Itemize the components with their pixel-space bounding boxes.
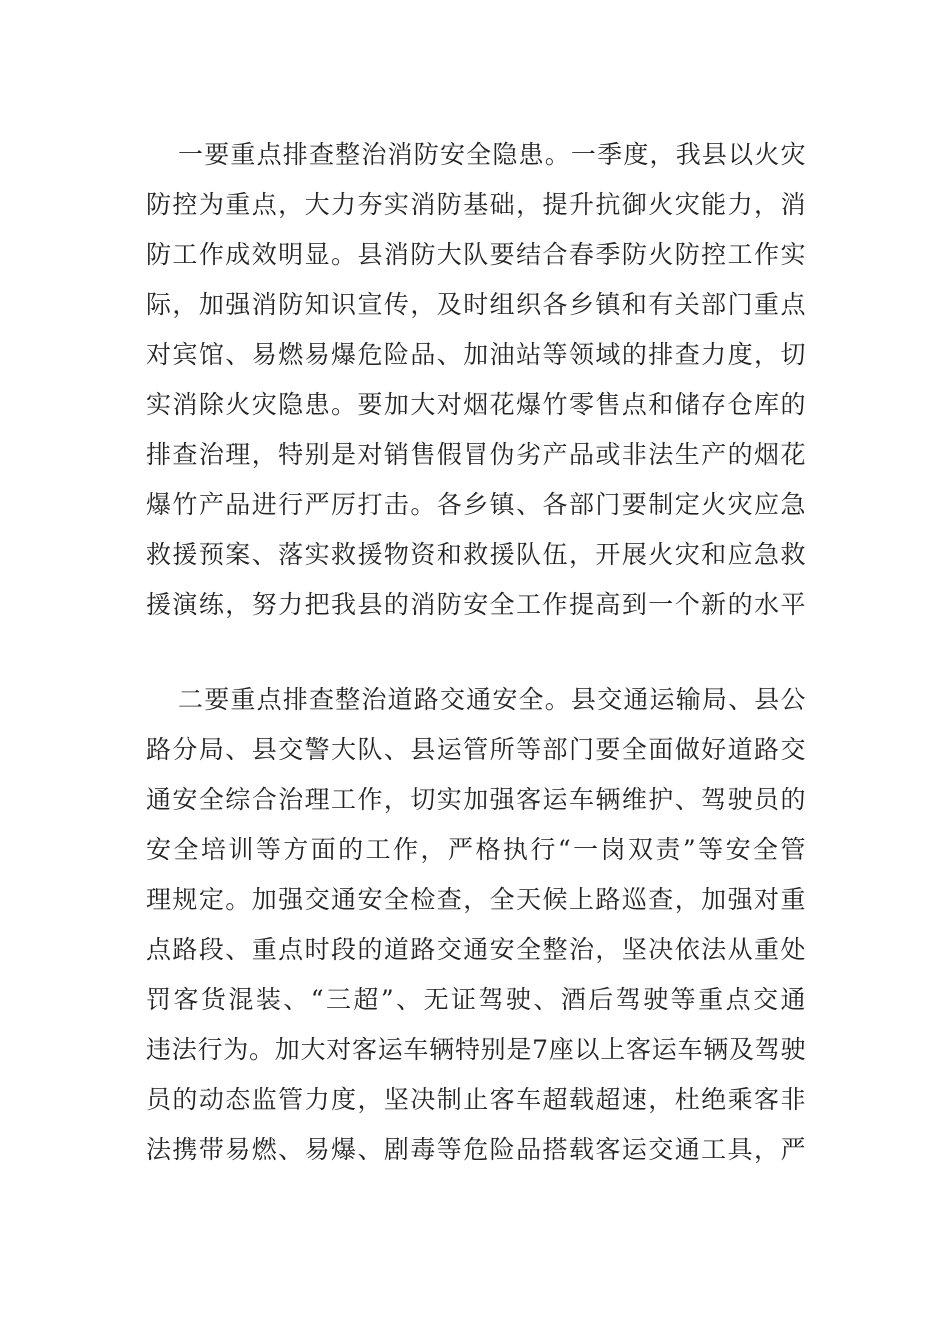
text-line: 理规定。加强交通安全检查，全天候上路巡查，加强对重 (146, 885, 806, 914)
text-line: 救援预案、落实救援物资和救援队伍，开展火灾和应急救 (146, 540, 806, 569)
text-line: 违法行为。加大对客运车辆特别是7座以上客运车辆及驾驶 (146, 1035, 806, 1064)
text-line: 员的动态监管力度，坚决制止客车超载超速，杜绝乘客非 (146, 1085, 806, 1114)
text-line: 点路段、重点时段的道路交通安全整治，坚决依法从重处 (146, 935, 806, 964)
text-line: 法携带易燃、易爆、剧毒等危险品搭载客运交通工具，严 (146, 1135, 806, 1164)
text-line: 对宾馆、易燃易爆危险品、加油站等领域的排查力度，切 (146, 340, 806, 369)
text-line: 防控为重点，大力夯实消防基础，提升抗御火灾能力，消 (146, 190, 806, 219)
text-line: 防工作成效明显。县消防大队要结合春季防火防控工作实 (146, 240, 806, 269)
text-line: 援演练，努力把我县的消防安全工作提高到一个新的水平 (146, 590, 806, 619)
text-line: 排查治理，特别是对销售假冒伪劣产品或非法生产的烟花 (146, 440, 806, 469)
text-line: 罚客货混装、“三超”、无证驾驶、酒后驾驶等重点交通 (146, 985, 806, 1014)
text-line: 一要重点排查整治消防安全隐患。一季度，我县以火灾 (178, 140, 806, 169)
text-line: 通安全综合治理工作，切实加强客运车辆维护、驾驶员的 (146, 785, 806, 814)
text-line: 实消除火灾隐患。要加大对烟花爆竹零售点和储存仓库的 (146, 390, 806, 419)
text-line: 际，加强消防知识宣传，及时组织各乡镇和有关部门重点 (146, 290, 806, 319)
text-line: 路分局、县交警大队、县运管所等部门要全面做好道路交 (146, 735, 806, 764)
text-line: 二要重点排查整治道路交通安全。县交通运输局、县公 (178, 685, 806, 714)
text-line: 安全培训等方面的工作，严格执行“一岗双责”等安全管 (146, 835, 806, 864)
text-line: 爆竹产品进行严厉打击。各乡镇、各部门要制定火灾应急 (146, 490, 806, 519)
